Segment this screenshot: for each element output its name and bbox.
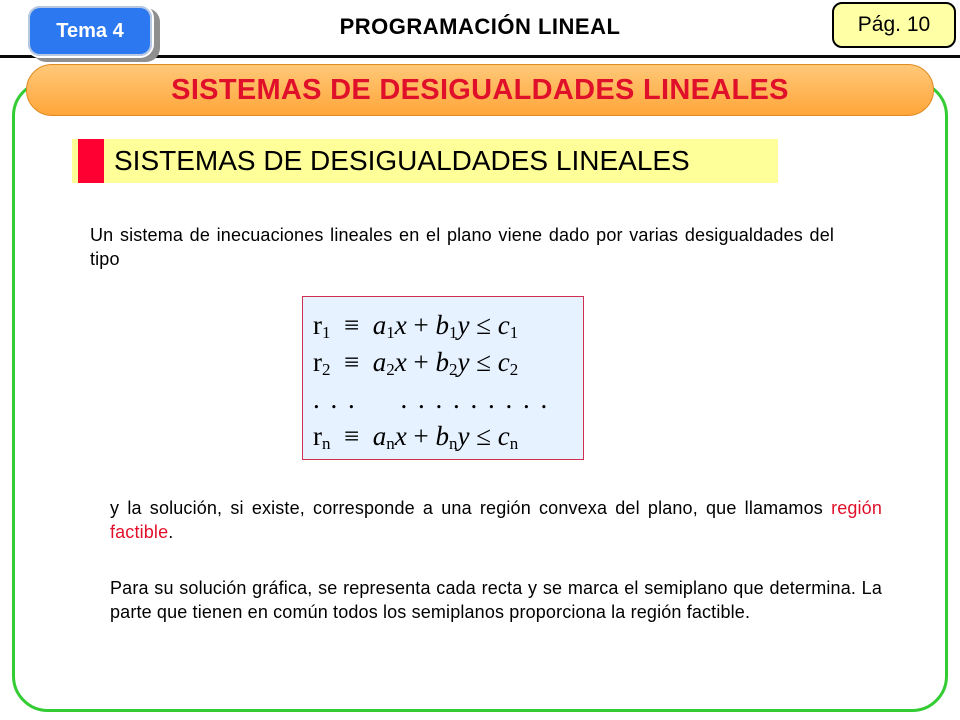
banner-title: SISTEMAS DE DESIGUALDADES LINEALES xyxy=(171,73,789,106)
row-2-c: c xyxy=(497,347,510,377)
row-n-c: c xyxy=(497,421,510,451)
row-1-r: r xyxy=(313,310,322,340)
inequality-row-n xyxy=(313,418,583,455)
row-2-plus: + xyxy=(413,347,429,377)
section-marker xyxy=(78,139,104,183)
row-1-leq: ≤ xyxy=(476,310,492,340)
row-1-c-index: 1 xyxy=(509,323,519,342)
inequality-ellipsis-row: . . . . . . . . . . . . xyxy=(313,384,550,414)
page-label: Pág. 10 xyxy=(857,13,931,36)
row-n-c-index: n xyxy=(509,434,519,453)
row-1-a-index: 1 xyxy=(386,323,395,342)
row-2-r: r xyxy=(313,347,322,377)
section-heading-text: SISTEMAS DE DESIGUALDADES LINEALES xyxy=(114,145,690,176)
inequality-row-2 xyxy=(313,344,583,381)
row-2-c-index: 2 xyxy=(509,360,519,379)
solution-paragraph xyxy=(110,496,882,544)
row-n-leq: ≤ xyxy=(476,421,492,451)
tema-label: Tema 4 xyxy=(56,19,124,42)
row-n-r-index: n xyxy=(322,434,331,453)
row-1-a: a xyxy=(372,310,387,340)
row-2-a: a xyxy=(372,347,387,377)
row-1-r-index: 1 xyxy=(322,323,331,342)
row-2-r-index: 2 xyxy=(322,360,331,379)
title-banner xyxy=(26,64,934,116)
row-n-equiv: ≡ xyxy=(344,421,360,451)
solution-period: . xyxy=(168,522,174,542)
row-1-y: y xyxy=(457,310,470,340)
inequality-system xyxy=(302,296,584,460)
solution-text: y la solución, si existe, corresponde a una región convexa del plano, que llamamos xyxy=(110,498,832,518)
row-n-x: x xyxy=(394,421,407,451)
row-n-b: b xyxy=(435,421,449,451)
row-n-b-index: n xyxy=(448,434,458,453)
intro-paragraph: Un sistema de inecuaciones lineales en el plano viene dado por varias desigualdades del tipo xyxy=(90,225,834,269)
row-2-leq: ≤ xyxy=(476,347,492,377)
row-1-x: x xyxy=(394,310,407,340)
section-heading xyxy=(72,139,778,183)
row-n-a-index: n xyxy=(386,434,395,453)
row-1-plus: + xyxy=(413,310,429,340)
row-1-equiv: ≡ xyxy=(344,310,360,340)
page-badge xyxy=(832,2,956,48)
row-1-c: c xyxy=(497,310,510,340)
row-n-plus: + xyxy=(413,421,429,451)
header-title: PROGRAMACIÓN LINEAL xyxy=(339,14,621,39)
row-2-equiv: ≡ xyxy=(344,347,360,377)
row-2-x: x xyxy=(394,347,407,377)
inequality-row-1 xyxy=(313,307,583,344)
row-n-y: y xyxy=(457,421,470,451)
row-2-y: y xyxy=(457,347,470,377)
region-factible-highlight: región factible xyxy=(110,498,882,542)
row-2-b: b xyxy=(435,347,449,377)
row-n-r: r xyxy=(313,421,322,451)
row-2-a-index: 2 xyxy=(386,360,395,379)
graphic-solution-paragraph: Para su solución gráfica, se representa cada recta y se marca el semiplano que determina. La parte que tienen en común todos los semiplanos proporciona la región factible. xyxy=(110,578,882,622)
row-1-b-index: 1 xyxy=(448,323,458,342)
row-2-b-index: 2 xyxy=(448,360,458,379)
row-n-a: a xyxy=(372,421,387,451)
row-1-b: b xyxy=(435,310,449,340)
